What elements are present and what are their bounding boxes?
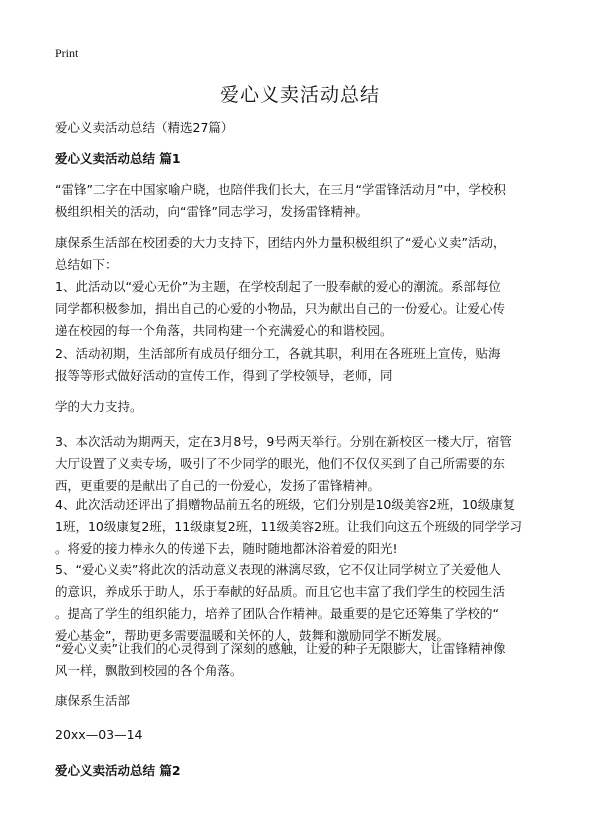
paragraph-line: 2、活动初期，生活部所有成员仔细分工，各就其职，利用在各班班上宣传，贴海 (55, 346, 501, 361)
paragraph (55, 179, 555, 223)
paragraph-line: 爱心基金”，帮助更多需要温暖和关怀的人，鼓舞和激励同学不断发展。 (55, 628, 449, 643)
paragraph-line: 5、“爱心义卖”将此次的活动意义表现的淋漓尽致，它不仅让同学树立了关爱他人 (55, 562, 501, 577)
paragraph-line: 康保系生活部 (55, 693, 131, 708)
paragraph-line: 极组织相关的活动，向“雷锋”同志学习，发扬雷锋精神。 (55, 204, 368, 219)
date-line (55, 724, 555, 746)
paragraph (55, 638, 555, 682)
paragraph-line: 4、此次活动还评出了捐赠物品前五名的班级，它们分别是10级美容2班，10级康复 (55, 497, 516, 512)
paragraph-line: 总结如下： (55, 257, 118, 272)
paragraph (55, 559, 555, 647)
paragraph-line: “爱心义卖”让我们的心灵得到了深刻的感触，让爱的种子无限膨大，让雷锋精神像 (55, 641, 506, 656)
paragraph-line: 的意识，养成乐于助人，乐于奉献的好品质。而且它也丰富了我们学生的校园生活 (55, 584, 506, 599)
paragraph (55, 343, 555, 387)
paragraph-line: 报等等形式做好活动的宣传工作，得到了学校领导，老师，同 (55, 368, 393, 383)
paragraph-line: 1班，10级康复2班，11级康复2班，11级美容2班。让我们向这五个班级的同学学习 (55, 519, 523, 534)
paragraph-line: 3、本次活动为期两天，定在3月8号，9号两天举行。分别在新校区一楼大厅，宿管 (55, 434, 512, 449)
paragraph (55, 431, 555, 497)
paragraph-line: 西，更重要的是献出了自己的一份爱心，发扬了雷锋精神。 (55, 478, 381, 493)
paragraph (55, 494, 555, 560)
paragraph-line: 递在校园的每一个角落，共同构建一个充满爱心的和谐校园。 (55, 323, 393, 338)
paragraph-line: 20xx—03—14 (55, 727, 143, 742)
paragraph-line: 。提高了学生的组织能力，培养了团队合作精神。最重要的是它还筹集了学校的“ (55, 606, 499, 621)
paragraph (55, 276, 555, 342)
paragraph-line: 。将爱的接力棒永久的传递下去，随时随地都沐浴着爱的阳光! (55, 541, 398, 556)
paragraph-line: “雷锋”二字在中国家喻户晓，也陪伴我们长大，在三月“学雷锋活动月”中，学校积 (55, 182, 506, 197)
paragraph (55, 396, 555, 418)
paragraph-line: 风一样，飘散到校园的各个角落。 (55, 663, 243, 678)
paragraph-line: 同学都积极参加，捐出自己的心爱的小物品，只为献出自己的一份爱心。让爱心传 (55, 301, 506, 316)
signature-line (55, 690, 555, 712)
paragraph-line: 1、此活动以“爱心无价”为主题，在学校刮起了一股奉献的爱心的潮流。系部每位 (55, 279, 501, 294)
paragraph-line: 康保系生活部在校团委的大力支持下，团结内外力量积极组织了“爱心义卖”活动， (55, 235, 506, 250)
section-heading-1: 爱心义卖活动总结 篇1 (55, 151, 181, 166)
print-link[interactable]: Print (55, 46, 79, 60)
paragraph (55, 232, 555, 276)
subtitle: 爱心义卖活动总结（精选27篇） (55, 120, 234, 135)
paragraph-line: 学的大力支持。 (55, 399, 143, 414)
paragraph-line: 大厅设置了义卖专场，吸引了不少同学的眼光，他们不仅仅买到了自己所需要的东 (55, 456, 506, 471)
section-heading-2: 爱心义卖活动总结 篇2 (55, 763, 181, 778)
page-title: 爱心义卖活动总结 (219, 84, 380, 106)
